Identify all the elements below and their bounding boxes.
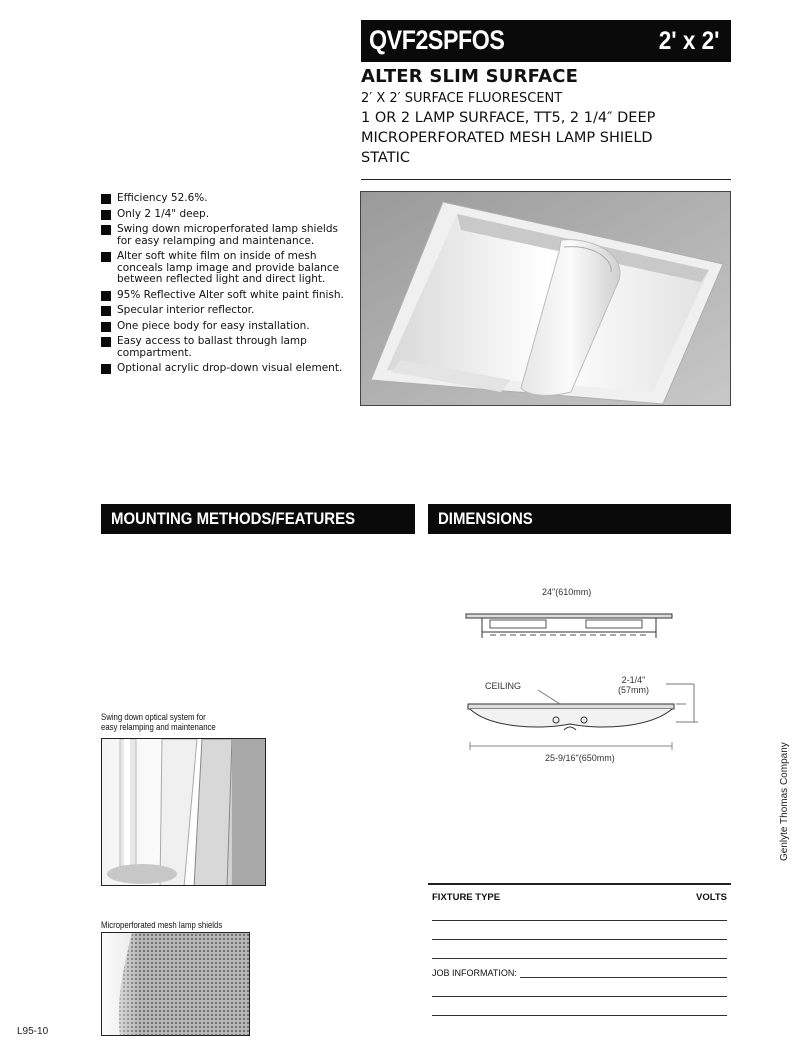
dimension-ceiling-label: CEILING — [485, 681, 522, 691]
fixture-form — [428, 883, 731, 1033]
dimension-drawing — [460, 580, 700, 770]
product-name: ALTER SLIM SURFACE — [361, 66, 579, 87]
form-line[interactable] — [432, 920, 727, 921]
job-information-label: JOB INFORMATION: — [432, 968, 517, 978]
feature-item: Alter soft white film on inside of mesh conceals lamp image and provide balance between reflected light and direct light. — [101, 251, 351, 286]
feature-item: Optional acrylic drop-down visual element. — [101, 363, 351, 375]
subtitle-line-2: 1 OR 2 LAMP SURFACE, TT5, 2 1/4″ DEEP — [361, 110, 656, 126]
section-header-mounting: MOUNTING METHODS/FEATURES — [101, 504, 415, 534]
swing-down-photo — [101, 738, 266, 886]
feature-item: Swing down microperforated lamp shields for easy relamping and maintenance. — [101, 224, 351, 247]
bullet-icon — [101, 225, 111, 235]
mesh-shield-photo — [101, 932, 250, 1036]
subtitle-line-4: STATIC — [361, 150, 410, 166]
form-top-rule — [428, 883, 731, 885]
job-information-field[interactable] — [520, 977, 727, 978]
feature-item: Efficiency 52.6%. — [101, 193, 351, 205]
form-line[interactable] — [432, 958, 727, 959]
dimension-depth: 2-1/4" (57mm) — [618, 675, 649, 695]
form-line[interactable] — [432, 1015, 727, 1016]
title-bar — [361, 20, 731, 62]
dimension-width-top: 24"(610mm) — [542, 587, 592, 597]
bullet-icon — [101, 252, 111, 262]
model-number: QVF2SPFOS — [369, 25, 505, 55]
company-name: Genlyte Thomas Company — [779, 742, 790, 861]
mesh-caption: Microperforated mesh lamp shields — [101, 920, 223, 931]
bullet-icon — [101, 210, 111, 220]
header-divider — [361, 179, 731, 180]
dimension-width-bottom: 25-9/16"(650mm) — [545, 753, 615, 763]
bullet-icon — [101, 306, 111, 316]
section-header-dimensions: DIMENSIONS — [428, 504, 731, 534]
fixture-photo — [360, 191, 731, 406]
bullet-icon — [101, 322, 111, 332]
feature-item: One piece body for easy installation. — [101, 321, 351, 333]
fixture-type-label: FIXTURE TYPE — [432, 892, 501, 903]
volts-label: VOLTS — [696, 892, 727, 903]
feature-item: Easy access to ballast through lamp compartment. — [101, 336, 351, 359]
form-line[interactable] — [432, 939, 727, 940]
form-line[interactable] — [432, 996, 727, 997]
document-code: L95-10 — [17, 1026, 49, 1037]
subtitle-line-3: MICROPERFORATED MESH LAMP SHIELD — [361, 130, 653, 146]
fixture-size: 2' x 2' — [658, 27, 719, 55]
feature-item: Only 2 1/4" deep. — [101, 209, 351, 221]
bullet-icon — [101, 194, 111, 204]
feature-list — [101, 193, 351, 379]
feature-item: Specular interior reflector. — [101, 305, 351, 317]
feature-item: 95% Reflective Alter soft white paint finish. — [101, 290, 351, 302]
bullet-icon — [101, 291, 111, 301]
swing-caption: Swing down optical system for easy relamping and maintenance — [101, 712, 216, 733]
bullet-icon — [101, 337, 111, 347]
subtitle-line-1: 2′ X 2′ SURFACE FLUORESCENT — [361, 91, 563, 106]
bullet-icon — [101, 364, 111, 374]
